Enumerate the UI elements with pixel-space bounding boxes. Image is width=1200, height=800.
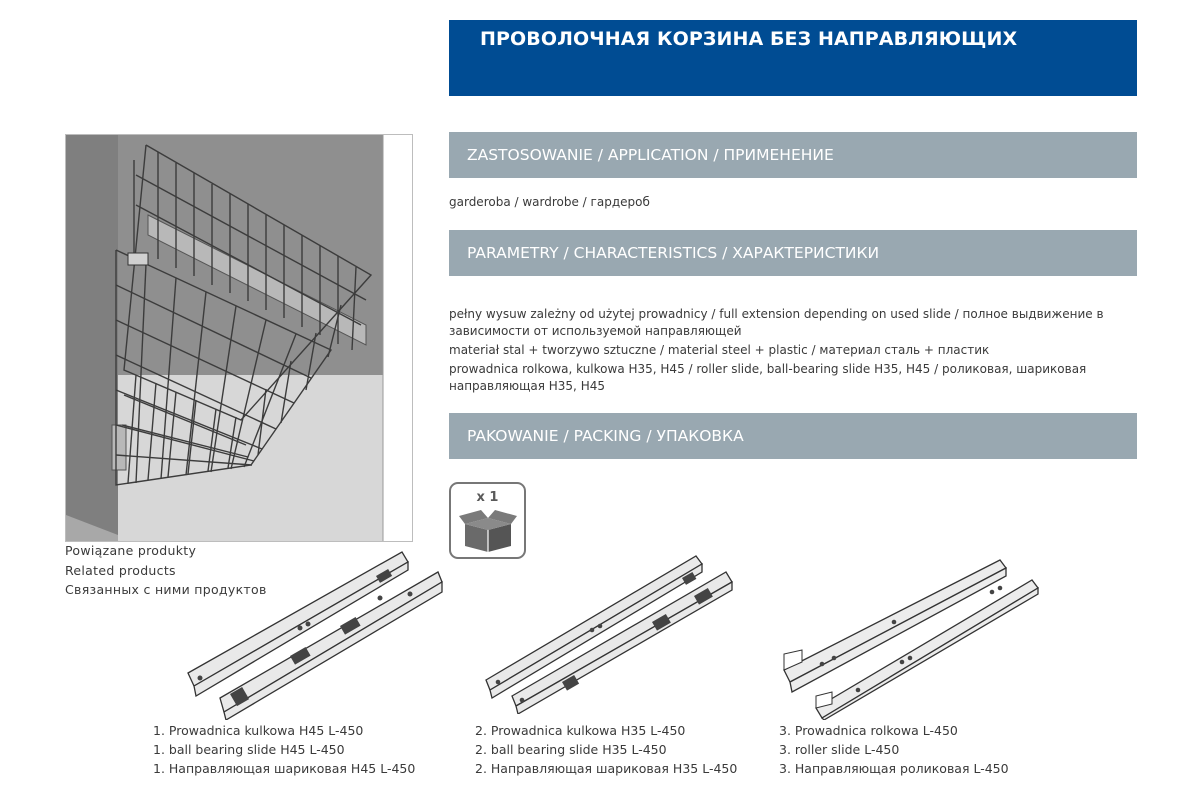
section-heading: ZASTOSOWANIE / APPLICATION / ПРИМЕНЕНИЕ [467, 146, 834, 164]
box-icon [459, 510, 517, 554]
related-line: Related products [65, 562, 176, 578]
characteristic-line: направляющая H35, H45 [449, 379, 605, 393]
characteristic-line: зависимости от используемой направляющей [449, 324, 742, 338]
title-bar [449, 20, 1137, 96]
product-3-caption [779, 721, 1009, 778]
product-caption-line: 1. Направляющая шариковая H45 L-450 [153, 761, 416, 776]
product-1-image [180, 548, 450, 720]
product-caption-line: 3. roller slide L-450 [779, 742, 900, 757]
related-line: Связанных с ними продуктов [65, 582, 267, 597]
section-header-application [449, 132, 1137, 178]
product-1-caption [153, 721, 415, 778]
characteristic-line: prowadnica rolkowa, kulkowa H35, H45 / roller slide, ball-bearing slide H35, H45 / роликовая, шариковая [449, 362, 1087, 376]
section-header-packing [449, 413, 1137, 459]
characteristic-line: materiał stal + tworzywo sztuczne / material steel + plastic / материал сталь + пластик [449, 343, 990, 357]
characteristics-text [449, 306, 1104, 395]
product-caption-line: 2. Prowadnica kulkowa H35 L-450 [475, 723, 686, 738]
page-title: ПРОВОЛОЧНАЯ КОРЗИНА БЕЗ НАПРАВЛЯЮЩИХ [480, 28, 1018, 50]
product-caption-line: 1. ball bearing slide H45 L-450 [153, 742, 345, 757]
product-2-image [482, 552, 737, 714]
application-text: garderoba / wardrobe / гардероб [449, 195, 650, 209]
basket-illustration [65, 134, 413, 542]
product-caption-line: 1. Prowadnica kulkowa H45 L-450 [153, 723, 364, 738]
product-3-image [782, 558, 1040, 720]
packing-badge [449, 482, 526, 559]
packing-quantity: x 1 [476, 490, 499, 505]
related-line: Powiązane produkty [65, 543, 197, 558]
wire-basket-drawing [66, 135, 413, 542]
product-caption-line: 3. Направляющая роликовая L-450 [779, 761, 1009, 776]
product-caption-line: 3. Prowadnica rolkowa L-450 [779, 723, 958, 738]
section-heading: PAKOWANIE / PACKING / УПАКОВКА [467, 427, 744, 445]
section-heading: PARAMETRY / CHARACTERISTICS / ХАРАКТЕРИСТИКИ [467, 244, 880, 262]
characteristic-line: pełny wysuw zależny od użytej prowadnicy / full extension depending on used slide / полное выдвижение в [449, 307, 1104, 321]
section-header-characteristics [449, 230, 1137, 276]
product-caption-line: 2. ball bearing slide H35 L-450 [475, 742, 667, 757]
product-caption-line: 2. Направляющая шариковая H35 L-450 [475, 761, 738, 776]
product-2-caption [475, 721, 737, 778]
